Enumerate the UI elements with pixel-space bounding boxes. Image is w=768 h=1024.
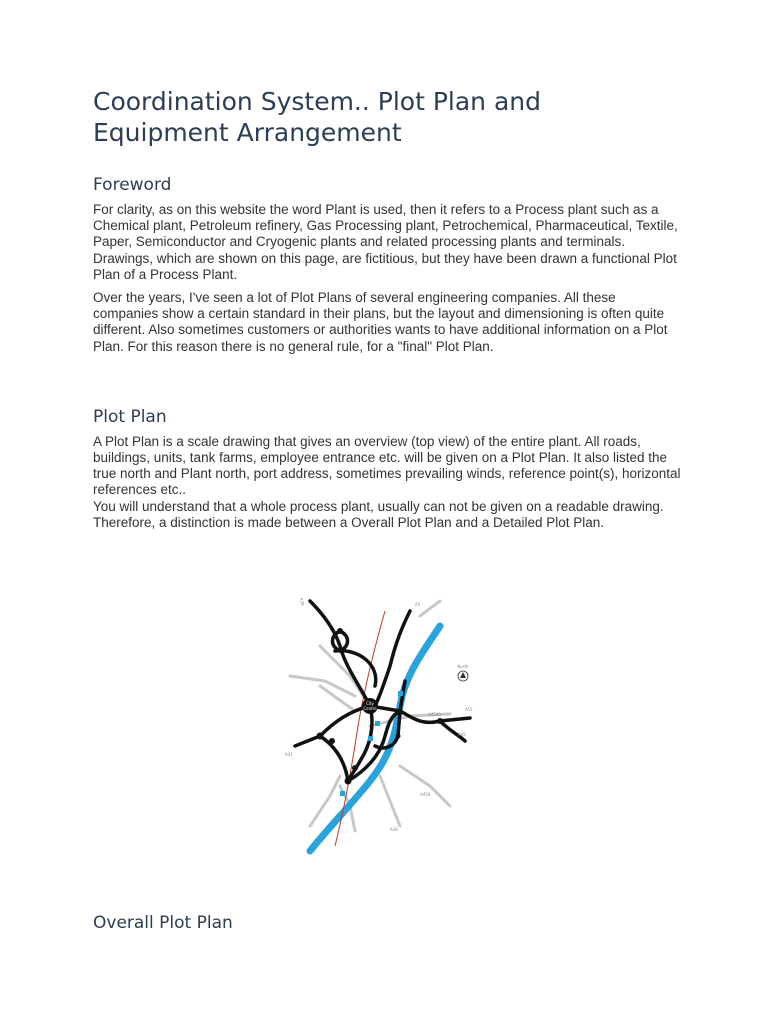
page-title: Coordination System.. Plot Plan and Equipment Arrangement [93, 87, 541, 147]
svg-text:A51: A51 [465, 707, 473, 712]
svg-text:A4540: A4540 [428, 712, 441, 717]
svg-text:A41: A41 [285, 752, 293, 757]
svg-text:A38: A38 [299, 597, 306, 606]
city-centre-label-1: City [366, 701, 374, 706]
foreword-paragraph-2: Over the years, I've seen a lot of Plot Plans of several engineering companies. All these companies show a certain standard in their plans, but the layout and dimensioning is often quite different. Also sometimes customers or authorities wants to have additional information on a Plot Plan. For this reason there is no general rule, for a "final" Plot Plan. [93, 290, 668, 354]
river [310, 626, 440, 851]
foreword-paragraph-1: For clarity, as on this website the word Plant is used, then it refers to a Process plant such as a Chemical plant, Petroleum refinery, Gas Processing plant, Petrochemical, Pharmaceutical, Textile, Paper, Semiconductor and Cryogenic plants and related processing plants and terminals. Drawings, which are shown on this page, are fictitious, but they have been drawn a functional Plot Plan of a Process Plant. [93, 202, 678, 282]
svg-text:A45: A45 [458, 732, 466, 737]
overall-plot-plan-heading: Overall Plot Plan [93, 913, 233, 933]
city-road-map-figure [280, 586, 482, 856]
city-centre-label-2: Centre [363, 706, 377, 711]
svg-text:A38: A38 [390, 827, 398, 832]
foreword-heading: Foreword [93, 175, 172, 195]
plot-plan-heading: Plot Plan [93, 406, 167, 427]
article [93, 86, 683, 538]
main-roads [295, 601, 470, 781]
plot-plan-paragraph: A Plot Plan is a scale drawing that gives an overview (top view) of the entire plant. All roads, buildings, units, tank farms, employee entrance etc. will be given on a Plot Plan. It also listed the true north and Plant north, port address, sometimes prevailing winds, reference point(s), horizontal references etc.. You will understand that a whole process plant, usually can not be given on a readable drawing. Therefore, a distinction is made between a Overall Plot Plan and a Detailed Plot Plan. [93, 433, 681, 530]
svg-text:A456: A456 [420, 792, 431, 797]
svg-text:A5: A5 [415, 602, 421, 607]
north-label: North [457, 664, 469, 669]
road-map [280, 586, 482, 856]
